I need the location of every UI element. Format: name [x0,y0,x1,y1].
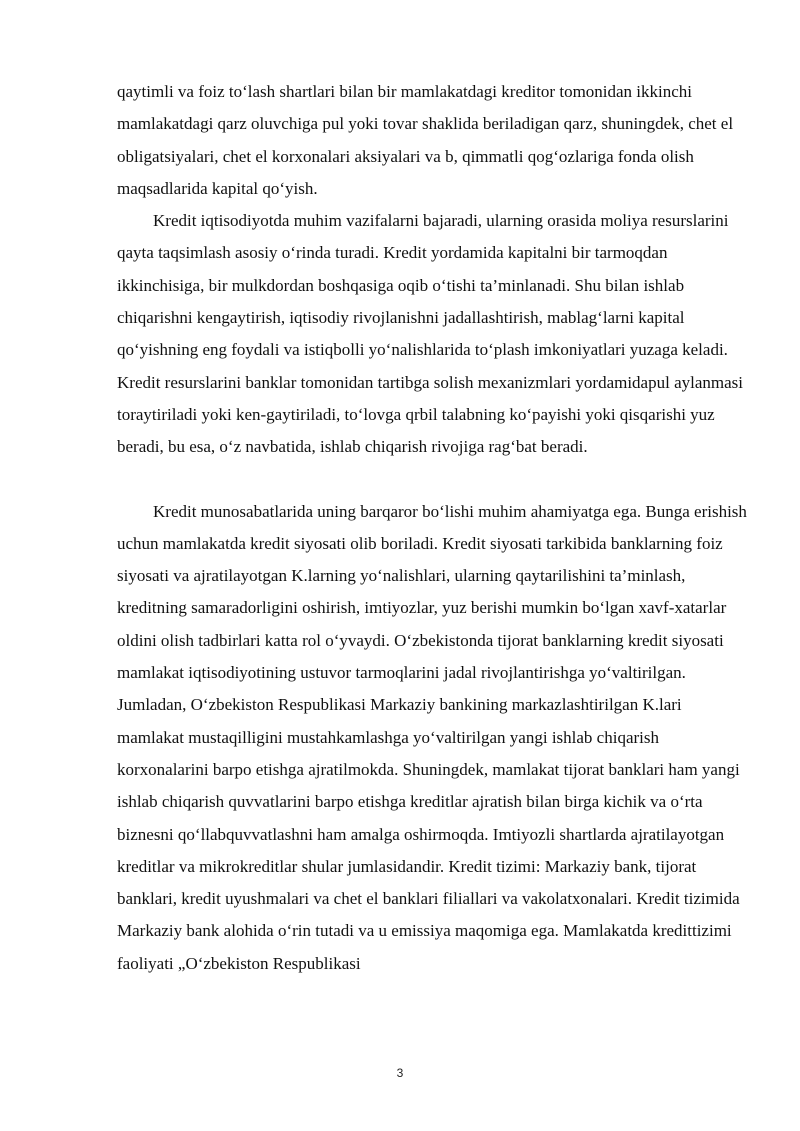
paragraph-credit-functions: Kredit iqtisodiyotda muhim vazifalarni bajaradi, ularning orasida moliya resurslarini qayta taqsimlash asosiy o‘rinda turadi. Kredit yordamida kapitalni bir tarmoqdan ikkinchisiga, bir mulkdordan boshqasiga oqib o‘tishi ta’minlanadi. Shu bilan ishlab chiqarishni kengaytirish, iqtisodiy rivojlanishni jadallashtirish, mablag‘larni kapital qo‘yishning eng foydali va istiqbolli yo‘nalishlarida to‘plash imkoniyatlari yuzaga keladi. Kredit resurslarini banklar tomonidan tartibga solish mexanizmlari yordamidapul aylanmasi toraytiriladi yoki ken-gaytiriladi, to‘lovga qrbil talabning ko‘payishi yoki qisqarishi yuz beradi, bu esa, o‘z navbatida, ishlab chiqarish rivojiga rag‘bat beradi. [117,211,743,457]
page-number: 3 [396,1066,404,1080]
paragraph-credit-policy: Kredit munosabatlarida uning barqaror bo‘lishi muhim ahamiyatga ega. Bunga erishish uchun mamlakatda kredit siyosati olib boriladi. Kredit siyosati tarkibida banklarning foiz siyosati va ajratilayotgan K.larning yo‘nalishlari, ularning qaytarilishini ta’minlash, kreditning samaradorligini oshirish, imtiyozlar, yuz berishi mumkin bo‘lgan xavf-xatarlar oldini olish tadbirlari katta rol o‘yvaydi. O‘zbekistonda tijorat banklarning kredit siyosati mamlakat iqtisodiyotining ustuvor tarmoqlarini jadal rivojlantirishga yo‘valtirilgan. Jumladan, O‘zbekiston Respublikasi Markaziy bankining markazlashtirilgan K.lari mamlakat mustaqilligini mustahkamlashga yo‘valtirilgan yangi ishlab chiqarish korxonalarini barpo etishga ajratilmokda. Shuningdek, mamlakat tijorat banklari ham yangi ishlab chiqarish quvvatlarini barpo etishga kreditlar ajratish bilan birga kichik va o‘rta biznesni qo‘llabquvvatlashni ham amalga oshirmoqda. Imtiyozli shartlarda ajratilayotgan kreditlar va mikrokreditlar shular jumlasidandir. Kredit tizimi: Markaziy bank, tijorat banklari, kredit uyushmalari va chet el banklari filiallari va vakolatxonalari. Kredit tizimida Markaziy bank alohida o‘rin tutadi va u emissiya maqomiga ega. Mamlakatda kredittizimi faoliyati „O‘zbekiston Respublikasi [117,501,747,973]
body-text [117,76,747,980]
paragraph-continuation: qaytimli va foiz to‘lash shartlari bilan bir mamlakatdagi kreditor tomonidan ikkinchi mamlakatdagi qarz oluvchiga pul yoki tovar shaklida beriladigan qarz, shuningdek, chet el obligatsiyalari, chet el korxonalari aksiyalari va b, qimmatli qog‘ozlariga fonda olish maqsadlarida kapital qo‘yish. [117,82,734,198]
paragraph-gap [117,464,747,496]
